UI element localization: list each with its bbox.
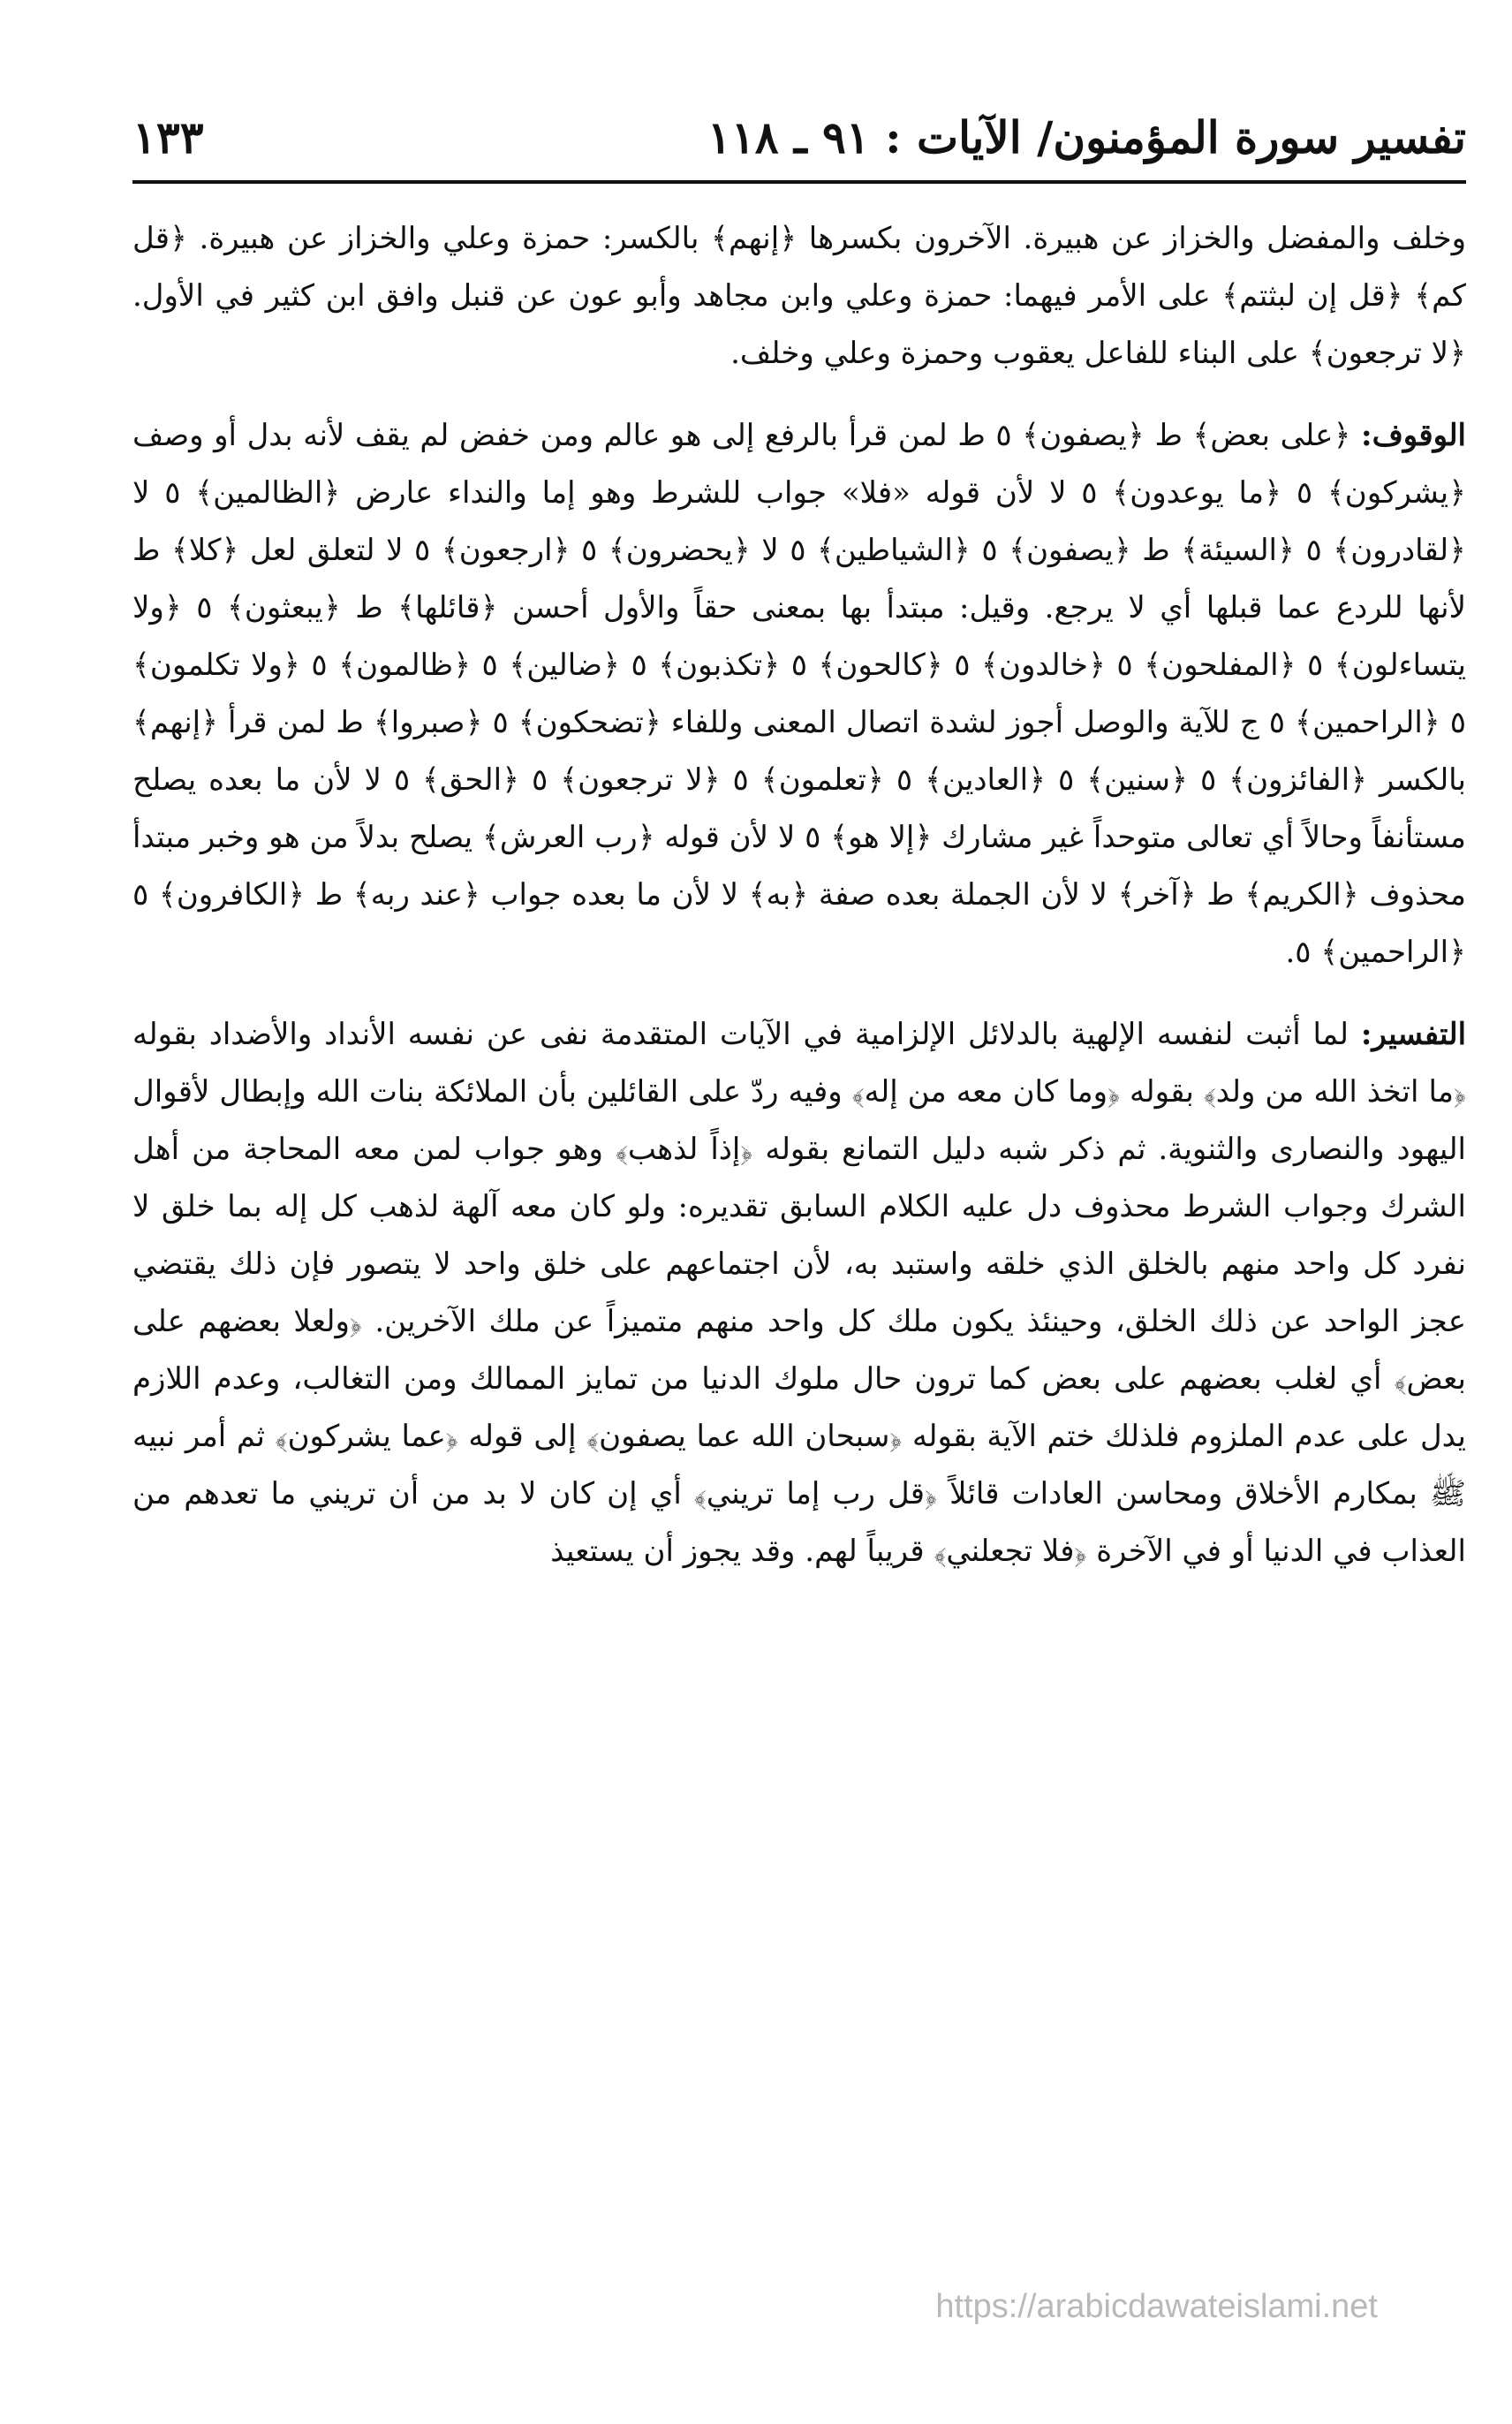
page-header xyxy=(132,104,1466,175)
paragraph-lead: الوقوف: xyxy=(1361,418,1466,453)
paragraph-tafsir xyxy=(132,1006,1466,1580)
paragraph-text: ﴿على بعض﴾ ط ﴿يصفون﴾ ٥ ط لمن قرأ بالرفع إلى هو عالم ومن خفض لم يقف لأنه بدل أو وصف ﴿يشركون﴾ ٥ ﴿ما يوعدون﴾ ٥ لا لأن قوله «فلا» جواب للشرط وهو إما والنداء عارض ﴿الظالمين﴾ ٥ لا ﴿لقادرون﴾ ٥ ﴿السيئة﴾ ط ﴿يصفون﴾ ٥ ﴿الشياطين﴾ ٥ لا ﴿يحضرون﴾ ٥ ﴿ارجعون﴾ ٥ لا لتعلق لعل ﴿كلا﴾ ط لأنها للردع عما قبلها أي لا يرجع. وقيل: مبتدأ بها بمعنى حقاً والأول أحسن ﴿قائلها﴾ ط ﴿يبعثون﴾ ٥ ﴿ولا يتساءلون﴾ ٥ ﴿المفلحون﴾ ٥ ﴿خالدون﴾ ٥ ﴿كالحون﴾ ٥ ﴿تكذبون﴾ ٥ ﴿ضالين﴾ ٥ ﴿ظالمون﴾ ٥ ﴿ولا تكلمون﴾ ٥ ﴿الراحمين﴾ ٥ ج للآية والوصل أجوز لشدة اتصال المعنى وللفاء ﴿تضحكون﴾ ٥ ﴿صبروا﴾ ط لمن قرأ ﴿إنهم﴾ بالكسر ﴿الفائزون﴾ ٥ ﴿سنين﴾ ٥ ﴿العادين﴾ ٥ ﴿تعلمون﴾ ٥ ﴿لا ترجعون﴾ ٥ ﴿الحق﴾ ٥ لا لأن ما بعده يصلح مستأنفاً وحالاً أي تعالى متوحداً غير مشارك ﴿إلا هو﴾ ٥ لا لأن قوله ﴿رب العرش﴾ يصلح بدلاً من هو وخبر مبتدأ محذوف ﴿الكريم﴾ ط ﴿آخر﴾ لا لأن الجملة بعده صفة ﴿به﴾ لا لأن ما بعده جواب ﴿عند ربه﴾ ط ﴿الكافرون﴾ ٥ ﴿الراحمين﴾ ٥. xyxy=(132,418,1466,970)
paragraph-lead: التفسير: xyxy=(1360,1017,1467,1052)
body-text xyxy=(132,210,1466,1580)
watermark-url: https://arabicdawateislami.net xyxy=(935,2288,1378,2325)
paragraph-text: وخلف والمفضل والخزاز عن هبيرة. الآخرون بكسرها ﴿إنهم﴾ بالكسر: حمزة وعلي والخزاز عن هبيرة. ﴿قل كم﴾ ﴿قل إن لبثتم﴾ على الأمر فيهما: حمزة وعلي وابن مجاهد وأبو عون عن قنبل وافق ابن كثير في الأول. ﴿لا ترجعون﴾ على البناء للفاعل يعقوب وحمزة وعلي وخلف. xyxy=(132,221,1466,371)
paragraph-text: لما أثبت لنفسه الإلهية بالدلائل الإلزامية في الآيات المتقدمة نفى عن نفسه الأنداد والأضداد بقوله ﴿ما اتخذ الله من ولد﴾ بقوله ﴿وما كان معه من إله﴾ وفيه ردّ على القائلين بأن الملائكة بنات الله وإبطال لأقوال اليهود والنصارى والثنوية. ثم ذكر شبه دليل التمانع بقوله ﴿إذاً لذهب﴾ وهو جواب لمن معه المحاجة من أهل الشرك وجواب الشرط محذوف دل عليه الكلام السابق تقديره: ولو كان معه آلهة لذهب كل إله بما خلق لا نفرد كل واحد منهم بالخلق الذي خلقه واستبد به، لأن اجتماعهم على خلق واحد لا يتصور فإن ذلك يقتضي عجز الواحد عن ذلك الخلق، وحينئذ يكون ملك كل واحد منهم متميزاً عن ملك الآخرين. ﴿ولعلا بعضهم على بعض﴾ أي لغلب بعضهم على بعض كما ترون حال ملوك الدنيا من تمايز الممالك ومن التغالب، وعدم اللازم يدل على عدم الملزوم فلذلك ختم الآية بقوله ﴿سبحان الله عما يصفون﴾ إلى قوله ﴿عما يشركون﴾ ثم أمر نبيه ﷺ بمكارم الأخلاق ومحاسن العادات قائلاً ﴿قل رب إما تريني﴾ أي إن كان لا بد من أن تريني ما تعدهم من العذاب في الدنيا أو في الآخرة ﴿فلا تجعلني﴾ قريباً لهم. وقد يجوز أن يستعيذ xyxy=(132,1017,1467,1569)
paragraph-readings xyxy=(132,210,1466,383)
page-number: ١٣٣ xyxy=(132,111,204,163)
paragraph-waqf xyxy=(132,407,1466,981)
header-divider xyxy=(132,180,1466,184)
running-title: تفسير سورة المؤمنون/ الآيات : ٩١ ـ ١١٨ xyxy=(707,111,1466,163)
